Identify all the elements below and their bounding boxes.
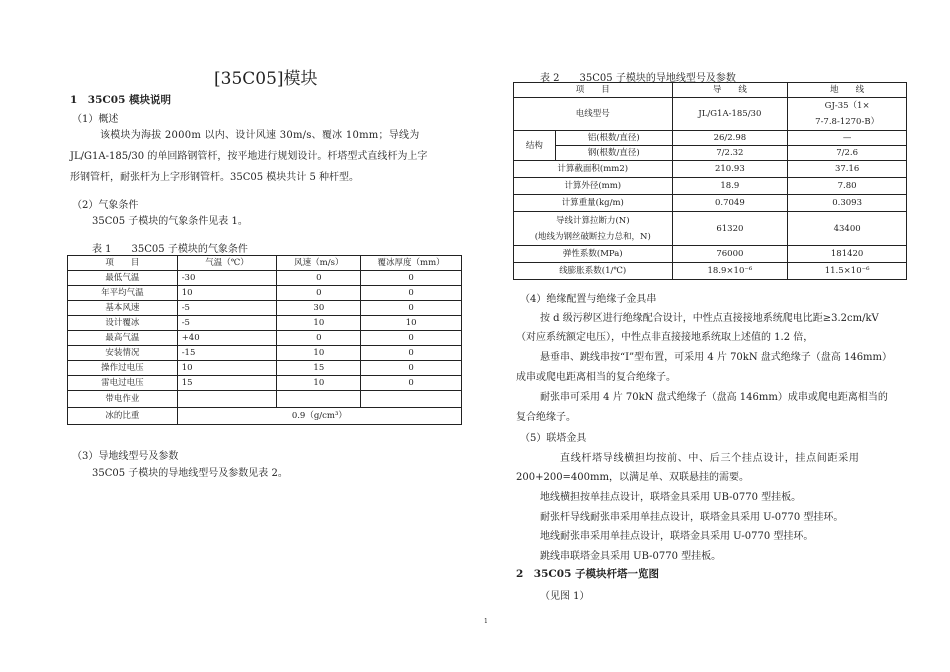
fittings-line-3: 地线横担按单挂点设计，联塔金具采用 UB-0770 型挂板。 [540,492,802,503]
table-cell [361,391,462,408]
table-cell: 18.9 [672,178,788,195]
table-cell: -30 [177,271,277,286]
weather-paragraph: 35C05 子模块的气象条件见表 1。 [92,216,248,227]
table-header-row [514,83,907,98]
table-cell: 0 [361,376,462,391]
table-row [68,361,462,376]
table-cell: 0 [361,301,462,316]
table-cell: 0 [277,331,361,346]
overview-line-3: 形钢管杆，耐张杆为上字形钢管杆。35C05 模块共计 5 种杆型。 [70,172,359,183]
table-row [514,263,907,280]
table-cell: 计算截面积(mm2) [514,161,673,178]
tensile-label-line-2: (地线为钢丝破断拉力总和，N) [534,231,651,242]
table-cell: 210.93 [672,161,788,178]
tensile-label-line-1: 导线计算拉断力(N) [555,215,630,226]
table-cell: 弹性系数(MPa) [514,246,673,263]
subsection-overview: （1）概述 [72,114,119,125]
table-cell: 18.9×10⁻⁶ [672,263,788,280]
table-cell: 15 [277,361,361,376]
ground-wire-model-line-2: 7-7.8-1270-B） [815,117,880,127]
table-row [514,146,907,161]
table-cell: 安装情况 [68,346,178,361]
table-row [68,286,462,301]
conductor-table [513,82,907,280]
table-cell: -15 [177,346,277,361]
table-cell: 最高气温 [68,331,178,346]
table-cell: 计算外径(mm) [514,178,673,195]
table-row [68,301,462,316]
table-cell: -5 [177,301,277,316]
table-cell: 10 [277,376,361,391]
table-header-cell: 覆冰厚度（mm） [361,256,462,271]
table-cell: 10 [361,316,462,331]
table-cell: 61320 [672,212,788,246]
table-cell [788,98,907,131]
insulation-line-3: 悬垂串、跳线串按“I”型布置，可采用 4 片 70kN 盘式绝缘子（盘高 146mm） [540,352,893,363]
page-title: [35C05]模块 [214,69,318,89]
page-number: 1 [484,618,488,625]
subsection-conductor: （3）导地线型号及参数 [72,451,179,462]
table-cell: 铝(根数/直径) [555,131,672,146]
table-header-cell: 项 目 [514,83,673,98]
section-1-heading: 1 35C05 模块说明 [70,94,172,106]
table-cell: 年平均气温 [68,286,178,301]
table-row [514,246,907,263]
table-cell: JL/G1A-185/30 [672,98,788,131]
table-row [68,376,462,391]
table-cell [514,212,673,246]
table-cell: 15 [177,376,277,391]
table-cell: 10 [277,346,361,361]
table-cell: 0 [361,361,462,376]
table-cell: 0 [361,346,462,361]
table-cell: 7/2.6 [788,146,907,161]
table1-caption: 表 1 35C05 子模块的气象条件 [92,244,248,255]
table-cell: 0.9（g/cm³） [177,408,461,425]
table-row [68,316,462,331]
table-cell [177,391,277,408]
table-cell: 最低气温 [68,271,178,286]
table-header-cell: 风速（m/s） [277,256,361,271]
table-row [68,408,462,425]
section-2-heading: 2 35C05 子模块杆塔一览图 [516,568,660,580]
weather-table [67,255,462,425]
fittings-line-4: 耐张杆导线耐张串采用单挂点设计，联塔金具采用 U-0770 型挂环。 [540,512,844,523]
table-cell: 0 [361,271,462,286]
fittings-line-2: 200+200=400mm，以满足单、双联悬挂的需要。 [516,472,749,483]
table-row [514,212,907,246]
insulation-line-5: 耐张串可采用 4 片 70kN 盘式绝缘子（盘高 146mm）成串或爬电距离相当的 [540,392,888,403]
insulation-line-2: （对应系统额定电压），中性点非直接接地系统取上述值的 1.2 倍， [516,332,814,343]
table-row [514,98,907,131]
table-header-cell: 项 目 [68,256,178,271]
table-cell: 26/2.98 [672,131,788,146]
table-cell: 0.3093 [788,195,907,212]
table-row [514,178,907,195]
fittings-line-5: 地线耐张串采用单挂点设计，联塔金具采用 U-0770 型挂环。 [540,531,814,542]
table-row [68,391,462,408]
conductor-paragraph: 35C05 子模块的导地线型号及参数见表 2。 [92,468,288,479]
insulation-line-6: 复合绝缘子。 [516,412,576,423]
table-cell: 76000 [672,246,788,263]
table-cell: 线膨胀系数(1/℃) [514,263,673,280]
table-row [68,331,462,346]
table-cell: +40 [177,331,277,346]
table-cell: 10 [177,361,277,376]
table-header-cell: 导 线 [672,83,788,98]
table-cell [277,391,361,408]
fittings-line-6: 跳线串联塔金具采用 UB-0770 型挂板。 [540,551,722,562]
table-cell: 11.5×10⁻⁶ [788,263,907,280]
table-row [514,161,907,178]
table-header-row [68,256,462,271]
table-header-cell: 地 线 [788,83,907,98]
table-cell: 30 [277,301,361,316]
table-cell: 电线型号 [514,98,673,131]
table-cell: 操作过电压 [68,361,178,376]
table-row [514,131,907,146]
table-cell: 0.7049 [672,195,788,212]
table-cell: 0 [361,331,462,346]
ground-wire-model-line-1: GJ-35（1× [824,101,870,111]
table-cell: 7.80 [788,178,907,195]
table-cell: 计算重量(kg/m) [514,195,673,212]
figure-reference: （见图 1） [540,591,590,602]
insulation-line-1: 按 d 级污秽区进行绝缘配合设计，中性点直接接地系统爬电比距≥3.2cm/kV [540,313,879,324]
table-header-cell: 气温（℃） [177,256,277,271]
table-cell: 冰的比重 [68,408,178,425]
overview-line-1: 该模块为海拔 2000m 以内、设计风速 30m/s、覆冰 10mm；导线为 [100,130,420,141]
table-cell: 10 [277,316,361,331]
table-cell: 37.16 [788,161,907,178]
table-cell: 10 [177,286,277,301]
table-cell: 181420 [788,246,907,263]
table-cell: — [788,131,907,146]
section-5-heading: （5）联塔金具 [520,433,587,444]
section-4-heading: （4）绝缘配置与绝缘子金具串 [520,294,657,305]
table-cell: 带电作业 [68,391,178,408]
table2-caption: 表 2 35C05 子模块的导地线型号及参数 [540,73,736,84]
table-cell: 0 [277,286,361,301]
subsection-weather: （2）气象条件 [72,200,139,211]
table-cell: 7/2.32 [672,146,788,161]
table-cell: 雷电过电压 [68,376,178,391]
table-cell: 钢(根数/直径) [555,146,672,161]
table-cell: 43400 [788,212,907,246]
fittings-line-1: 直线杆塔导线横担均按前、中、后三个挂点设计，挂点间距采用 [560,453,860,464]
table-cell: 基本风速 [68,301,178,316]
table-cell: 0 [361,286,462,301]
insulation-line-4: 成串或爬电距离相当的复合绝缘子。 [516,372,676,383]
overview-line-2: JL/G1A-185/30 的单回路钢管杆，按平地进行规划设计。杆塔型式直线杆为上字 [70,151,428,162]
table-cell: 设计覆冰 [68,316,178,331]
table-cell: -5 [177,316,277,331]
table-row [68,271,462,286]
table-cell: 结构 [514,131,556,161]
table-cell: 0 [277,271,361,286]
table-row [68,346,462,361]
table-row [514,195,907,212]
